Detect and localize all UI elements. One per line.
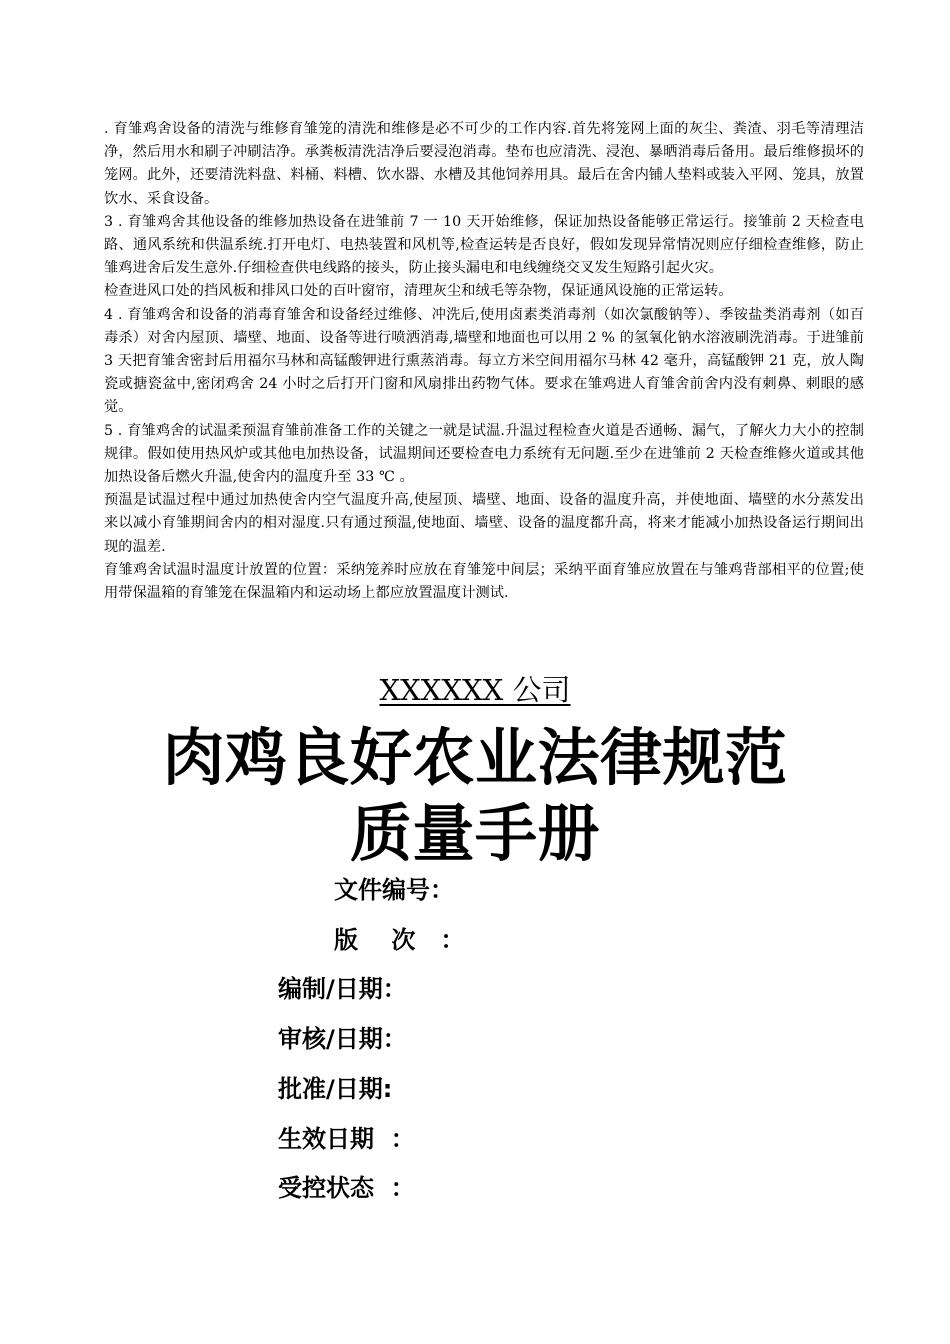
version-label: 版 次 ： — [334, 926, 465, 954]
paragraph-disinfection: 4 . 育雏鸡舍和设备的消毒育雏舍和设备经过维修、冲洗后,使用卤素类消毒剂（如次氯酸钠等）、季铵盐类消毒剂（如百毒杀）对舍内屋顶、墙壁、地面、设备等进行喷洒消毒,墙壁和地面也可以用 2 % 的氢氧化钠水溶液刷洗消毒。于进雏前 3 天把育雏舍密封后用福尔马林和高锰酸钾进行熏蒸消毒。每立方米空间用福尔马林 42 毫升，高锰酸钾 21 克，放人陶瓷或搪瓷盆中,密闭鸡舍 24 小时之后打开门窗和风扇排出药物气体。要求在雏鸡进人育雏舍前舍内没有刺鼻、刺眼的感觉。 — [104, 306, 864, 416]
approved-date-label: 批准/日期: — [278, 1075, 393, 1103]
paragraph-maintenance: 3 . 育雏鸡舍其他设备的维修加热设备在进雏前 7 一 10 天开始维修，保证加热设备能够正常运行。接雏前 2 天检查电路、通风系统和供温系统.打开电灯、电热装置和风机等,检查运转是否良好，假如发现异常情况则应仔细检查维修，防止雏鸡进舍后发生意外.仔细检查供电线路的接头，防止接头漏电和电线缠绕交叉发生短路引起火灾。 — [104, 213, 864, 277]
document-subtitle: 质量手册 — [349, 797, 600, 870]
paragraph-cleaning: . 育雏鸡舍设备的清洗与维修育雏笼的清洗和维修是必不可少的工作内容.首先将笼网上面的灰尘、粪渣、羽毛等清理洁净，然后用水和刷子冲刷洁净。承粪板清洗洁净后要浸泡消毒。垫布也应清洗、浸泡、暴晒消毒后备用。最后维修损坏的笼网。此外，还要清洗料盘、料桶、料槽、饮水器、水槽及其他饲养用具。最后在舍内铺人垫料或装入平网、笼具，放置饮水、采食设备。 — [104, 121, 864, 207]
body-text — [104, 118, 864, 605]
paragraph-ventilation: 检查进风口处的挡风板和排风口处的百叶窗帘，清理灰尘和绒毛等杂物，保证通风设施的正常运转。 — [104, 283, 733, 300]
effective-date-label: 生效日期 ： — [278, 1125, 415, 1153]
paragraph-thermometer: 育雏鸡舍试温时温度计放置的位置：采纳笼养时应放在育雏笼中间层；采纳平面育雏应放置在与雏鸡背部相平的位置;使用带保温箱的育雏笼在保温箱内和运动场上都应放置温度计测试. — [104, 561, 864, 602]
paragraph-preheating: 预温是试温过程中通过加热使舍内空气温度升高,使屋顶、墙壁、地面、设备的温度升高，并使地面、墙壁的水分蒸发出来以减小育雏期间舍内的相对湿度.只有通过预温,使地面、墙壁、设备的温度都升高，将来才能减小加热设备运行期间出现的温差. — [104, 492, 864, 555]
reviewed-date-label: 审核/日期： — [278, 1025, 407, 1053]
control-status-label: 受控状态 ： — [278, 1174, 415, 1202]
document-title: 肉鸡良好农业法律规范 — [162, 721, 788, 794]
prepared-date-label: 编制/日期： — [278, 975, 407, 1003]
doc-number-label: 文件编号： — [334, 876, 454, 904]
company-name: XXXXXX 公司 — [379, 673, 571, 707]
paragraph-test-heating: 5 . 育雏鸡舍的试温柔预温育雏前准备工作的关键之一就是试温.升温过程检查火道是否通畅、漏气，了解火力大小的控制规律。假如使用热风炉或其他电加热设备，试温期间还要检查电力系统有无问题.至少在进雏前 2 天检查维修火道或其他加热设备后燃火升温,使舍内的温度升至 33 ℃ 。 — [104, 422, 864, 486]
